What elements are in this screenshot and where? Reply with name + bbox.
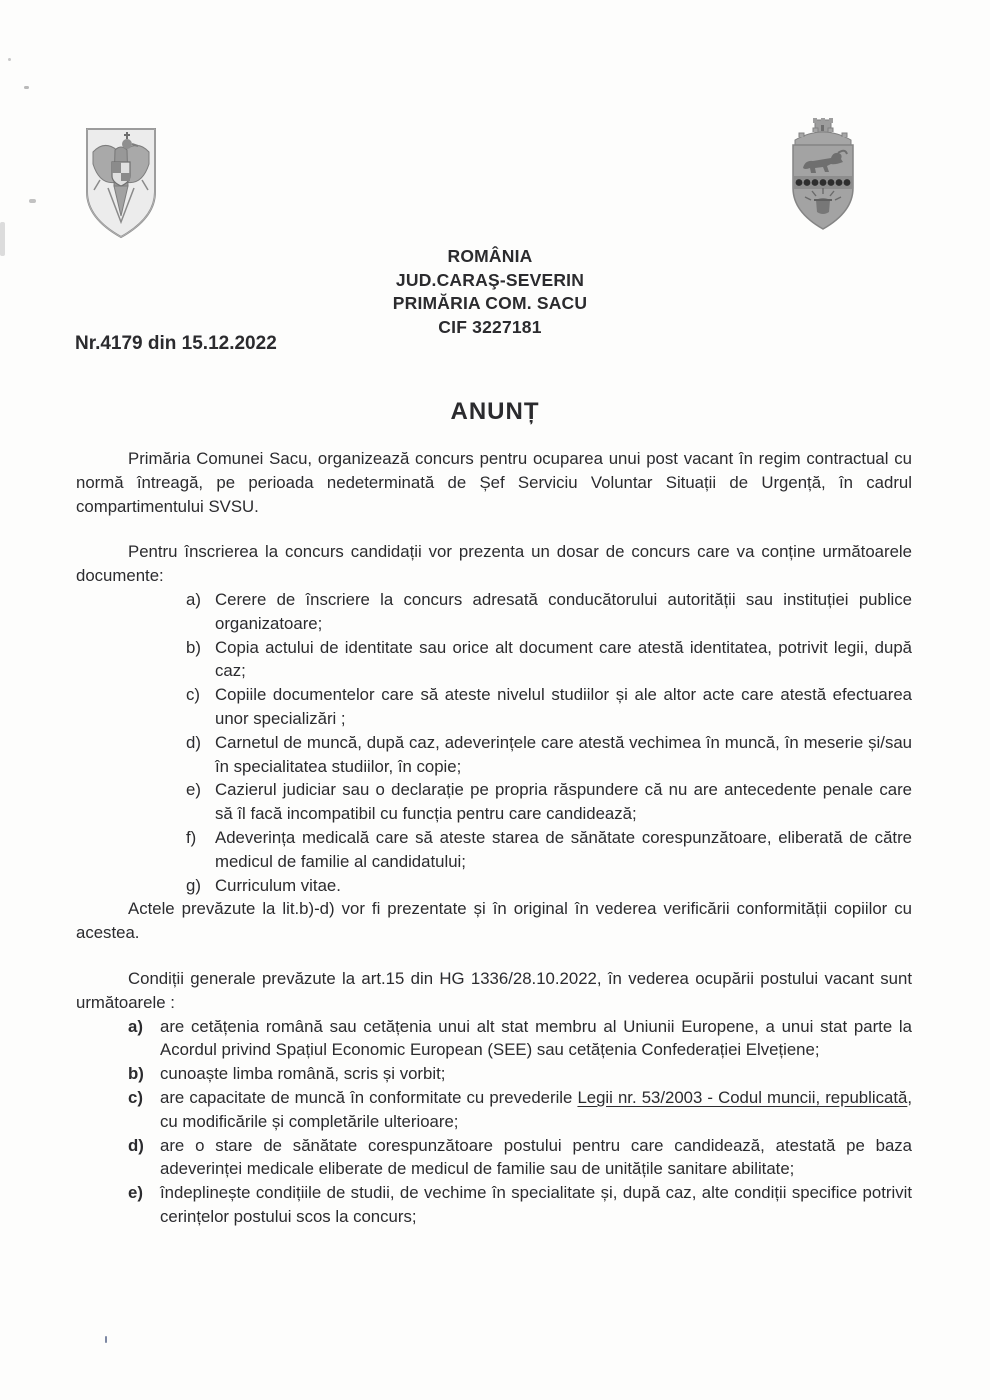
list-item-text: Cazierul judiciar sau o declarație pe propria răspundere că nu are antecedente penale care să îl facă incompatibil cu funcția pentru care candidează; <box>215 780 912 824</box>
scan-artifact <box>0 222 5 256</box>
list-item-letter: f) <box>186 827 197 847</box>
list-item-letter: d) <box>128 1135 144 1155</box>
header-country: ROMÂNIA <box>447 246 533 266</box>
list-item-letter: c) <box>186 685 200 705</box>
list-item <box>76 588 912 636</box>
page-title: ANUNȚ <box>450 398 540 425</box>
list-item-text: Carnetul de muncă, după caz, adeverințele care atestă vechimea în muncă, în meserie și/sau în specialitatea studiilor, în copie; <box>215 732 912 776</box>
list-item-text <box>160 1086 912 1134</box>
list-item-text: Copia actului de identitate sau orice alt document care atestă identitatea, potrivit legii, după caz; <box>215 637 912 681</box>
list-item <box>76 874 912 898</box>
list-item-text: cunoaște limba română, scris și vorbit; <box>160 1064 446 1084</box>
header-institution: PRIMĂRIA COM. SACU <box>392 293 588 313</box>
list-item-text: are cetățenia română sau cetățenia unui alt stat membru al Uniunii Europene, a unui stat parte la Acordul privind Spațiul Economic European (SEE) sau cetățenia Confederației Elvețiene; <box>160 1016 912 1060</box>
list-item-letter: c) <box>128 1087 143 1107</box>
list-item <box>76 683 912 731</box>
list-item-letter: b) <box>186 637 201 657</box>
intro-paragraph: Primăria Comunei Sacu, organizează concurs pentru ocuparea unui post vacant în regim contractual cu normă întreagă, pe perioada nedeterminată de Șef Serviciu Voluntar Situații de Urgență, în cadrul compartimentului SVSU. <box>76 449 912 516</box>
list-item <box>76 731 912 779</box>
list-item-letter: e) <box>186 780 201 800</box>
list-item <box>76 1015 912 1063</box>
list-item-text: Adeverința medicală care să ateste starea de sănătate corespunzătoare, eliberată de către medicul de familie al candidatului; <box>215 827 912 871</box>
scan-artifact <box>8 58 11 61</box>
list-item <box>76 636 912 684</box>
law-text-before: are capacitate de muncă în conformitate cu prevederile <box>160 1087 578 1107</box>
conditions-list <box>76 1015 912 1229</box>
list-item-text: Copiile documentelor care să ateste nivelul studiilor și ale altor acte care atestă efectuarea unor specializări ; <box>215 685 912 728</box>
list-item-text: are o stare de sănătate corespunzătoare postului pentru care candidează, atestată pe baza adeverinței medicale eliberate de medicul de familie sau de unitățile sanitare abilitate; <box>160 1135 912 1179</box>
list-item <box>76 1134 912 1182</box>
list-item <box>76 1181 912 1229</box>
document-body <box>76 447 912 1229</box>
list-item-text: Cerere de înscriere la concurs adresată conducătorului autorității sau instituției publice organizatoare; <box>215 589 912 633</box>
document-header <box>295 245 685 339</box>
dossier-intro-paragraph: Pentru înscrierea la concurs candidații vor prezenta un dosar de concurs care va conține următoarele documente: <box>76 542 912 586</box>
dossier-list <box>76 588 912 897</box>
scan-artifact <box>105 1336 107 1343</box>
law-reference-underlined: Legii nr. 53/2003 - Codul muncii, republicată <box>577 1087 908 1107</box>
list-item-text: îndeplinește condițiile de studii, de vechime în specialitate și, după caz, alte condiții specifice potrivit cerințelor postului scos la concurs; <box>160 1183 912 1226</box>
originals-note-paragraph: Actele prevăzute la lit.b)-d) vor fi prezentate și în original în vederea verificării conformității copiilor cu acestea. <box>76 899 912 943</box>
list-item-letter: d) <box>186 732 201 752</box>
list-item-letter: a) <box>128 1016 143 1036</box>
list-item-letter: b) <box>128 1064 144 1084</box>
conditions-intro-paragraph: Condiții generale prevăzute la art.15 din HG 1336/28.10.2022, în vederea ocupării postului vacant sunt următoarele : <box>76 968 912 1012</box>
list-item <box>76 778 912 826</box>
law-text-after: , cu modificările și completările ulterioare; <box>160 1087 912 1131</box>
header-cif: CIF 3227181 <box>438 316 542 337</box>
list-item-letter: e) <box>128 1183 143 1203</box>
list-item <box>76 1086 912 1134</box>
romania-coat-of-arms-icon <box>80 124 162 244</box>
list-item-letter: g) <box>186 875 201 895</box>
registration-number: Nr.4179 din 15.12.2022 <box>75 333 277 354</box>
list-item <box>76 826 912 874</box>
list-item <box>76 1062 912 1086</box>
sacu-coat-of-arms-icon <box>783 118 863 236</box>
header-county: JUD.CARAŞ-SEVERIN <box>395 269 585 290</box>
scan-artifact <box>29 199 36 203</box>
list-item-text: Curriculum vitae. <box>215 875 341 895</box>
scan-artifact <box>24 86 29 89</box>
list-item-letter: a) <box>186 589 201 609</box>
